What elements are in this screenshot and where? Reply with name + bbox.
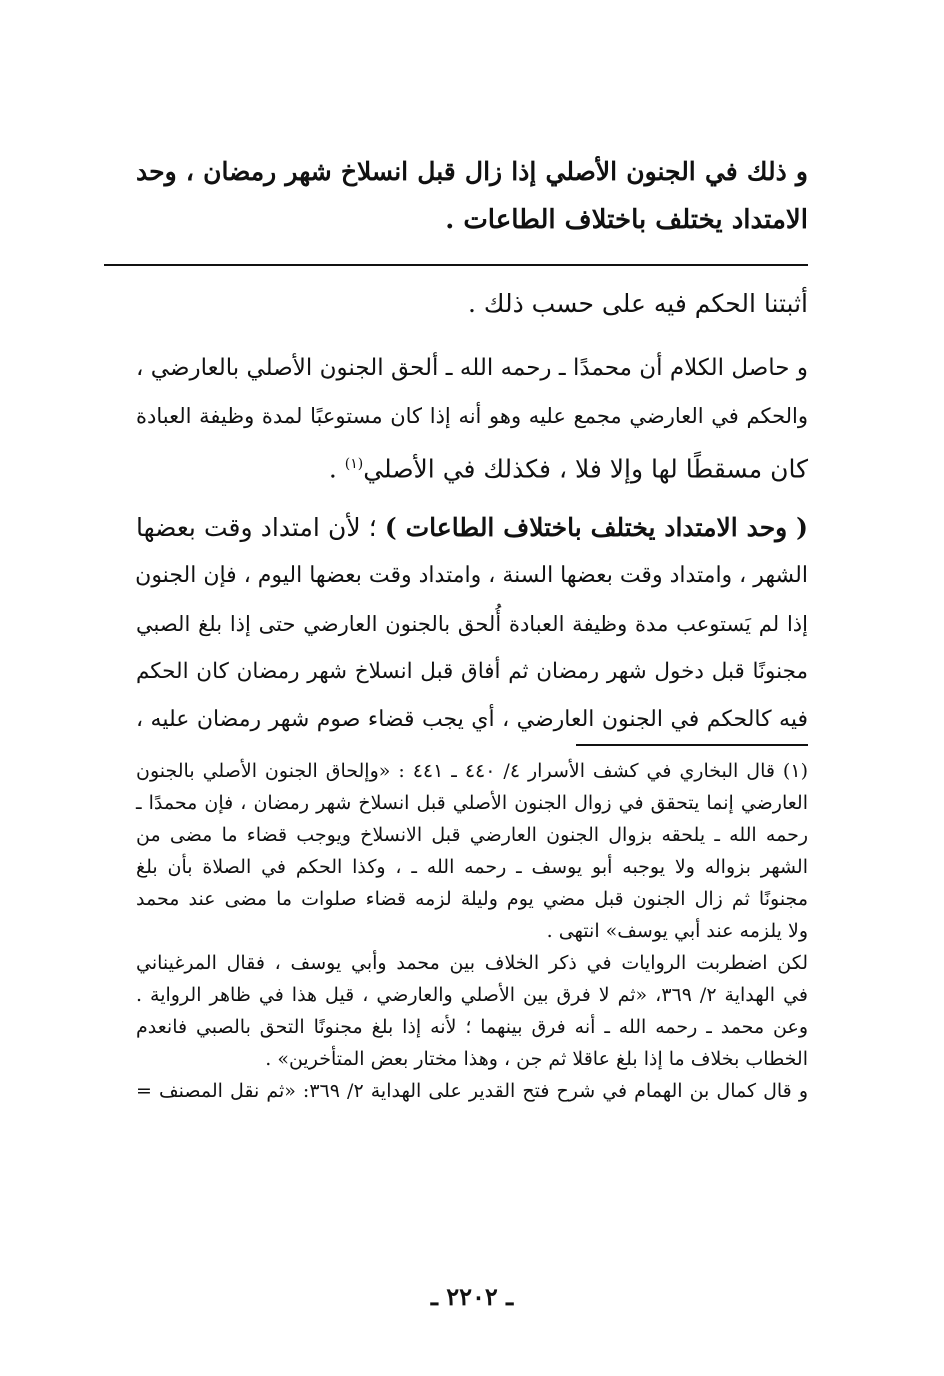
footnote-line-1: (١) قال البخاري في كشف الأسرار ٤/ ٤٤٠ ـ ٤٤١ : «وإلحاق الجنون الأصلي بالجنون <box>136 760 808 782</box>
footnote-separator <box>576 744 808 746</box>
commentary-line-5-rest: ؛ لأن امتداد وقت بعضها <box>136 513 385 542</box>
footnote-line-2: العارضي إنما يتحقق في زوال الجنون الأصلي قبل انسلاخ شهر رمضان ، فإن محمدًا ـ <box>136 792 808 814</box>
footnote-line-4: الشهر بزواله ولا يوجبه أبو يوسف ـ رحمه الله ـ ، وكذا الحكم في الصلاة بأن بلغ <box>136 856 808 878</box>
commentary-line-9: فيه كالحكم في الجنون العارضي ، أي يجب قضاء صوم شهر رمضان عليه ، <box>136 707 808 732</box>
footnote-line-6: ولا يلزمه عند أبي يوسف» انتهى . <box>546 920 808 942</box>
commentary-line-4-text: كان مسقطًا لها وإلا فلا ، فكذلك في الأصلي <box>363 454 808 484</box>
footnote-line-9: وعن محمد ـ رحمه الله ـ أنه فرق بينهما ؛ لأنه إذا بلغ مجنونًا التحق بالصبي فانعدم <box>136 1016 808 1038</box>
commentary-line-1: أثبتنا الحكم فيه على حسب ذلك . <box>468 289 808 318</box>
commentary-line-5 <box>136 508 808 548</box>
commentary-line-7: إذا لم يَستوعب مدة وظيفة العبادة أُلحق بالجنون العارضي حتى إذا بلغ الصبي <box>136 612 808 636</box>
footnote-line-3: رحمه الله ـ يلحقه بزوال الجنون العارضي قبل الانسلاخ ويوجب قضاء ما مضى من <box>136 824 808 846</box>
commentary-line-6: الشهر ، وامتداد وقت بعضها السنة ، وامتداد وقت بعضها اليوم ، فإن الجنون <box>135 563 808 588</box>
footnote-line-8: في الهداية ٢/ ٣٦٩، «ثم لا فرق بين الأصلي والعارضي ، قيل هذا في ظاهر الرواية . <box>136 984 808 1006</box>
footnote-line-5: مجنونًا ثم زال الجنون قبل مضي يوم وليلة لزمه قضاء صلوات ما مضى عند محمد <box>136 888 808 910</box>
matn-line-2: الامتداد يختلف باختلاف الطاعات . <box>445 205 808 235</box>
commentary-line-3: والحكم في العارضي مجمع عليه وهو أنه إذا كان مستوعبًا لمدة وظيفة العبادة <box>136 404 808 428</box>
footnote-line-7: لكن اضطربت الروايات في ذكر الخلاف بين محمد وأبي يوسف ، فقال المرغيناني <box>136 952 808 974</box>
commentary-line-4-end: . <box>328 454 345 484</box>
quoted-matn: ( وحد الامتداد يختلف باختلاف الطاعات ) <box>384 513 808 542</box>
footnote-ref-1: (١) <box>344 456 364 472</box>
matn-line-1: و ذلك في الجنون الأصلي إذا زال قبل انسلاخ شهر رمضان ، وحد <box>136 157 808 186</box>
footnote-line-11: و قال كمال بن الهمام في شرح فتح القدير على الهداية ٢/ ٣٦٩: «ثم نقل المصنف = <box>136 1080 808 1102</box>
page-number: ـ ٢٢٠٢ ـ <box>430 1282 514 1311</box>
commentary-line-4 <box>136 444 808 484</box>
footnote-line-10: الخطاب بخلاف ما إذا بلغ عاقلا ثم جن ، وهذا مختار بعض المتأخرين» . <box>265 1048 808 1070</box>
commentary-line-2: و حاصل الكلام أن محمدًا ـ رحمه الله ـ ألحق الجنون الأصلي بالعارضي ، <box>136 355 808 381</box>
commentary-line-8: مجنونًا قبل دخول شهر رمضان ثم أفاق قبل انسلاخ شهر رمضان كان الحكم <box>136 659 808 684</box>
matn-separator <box>104 264 808 266</box>
